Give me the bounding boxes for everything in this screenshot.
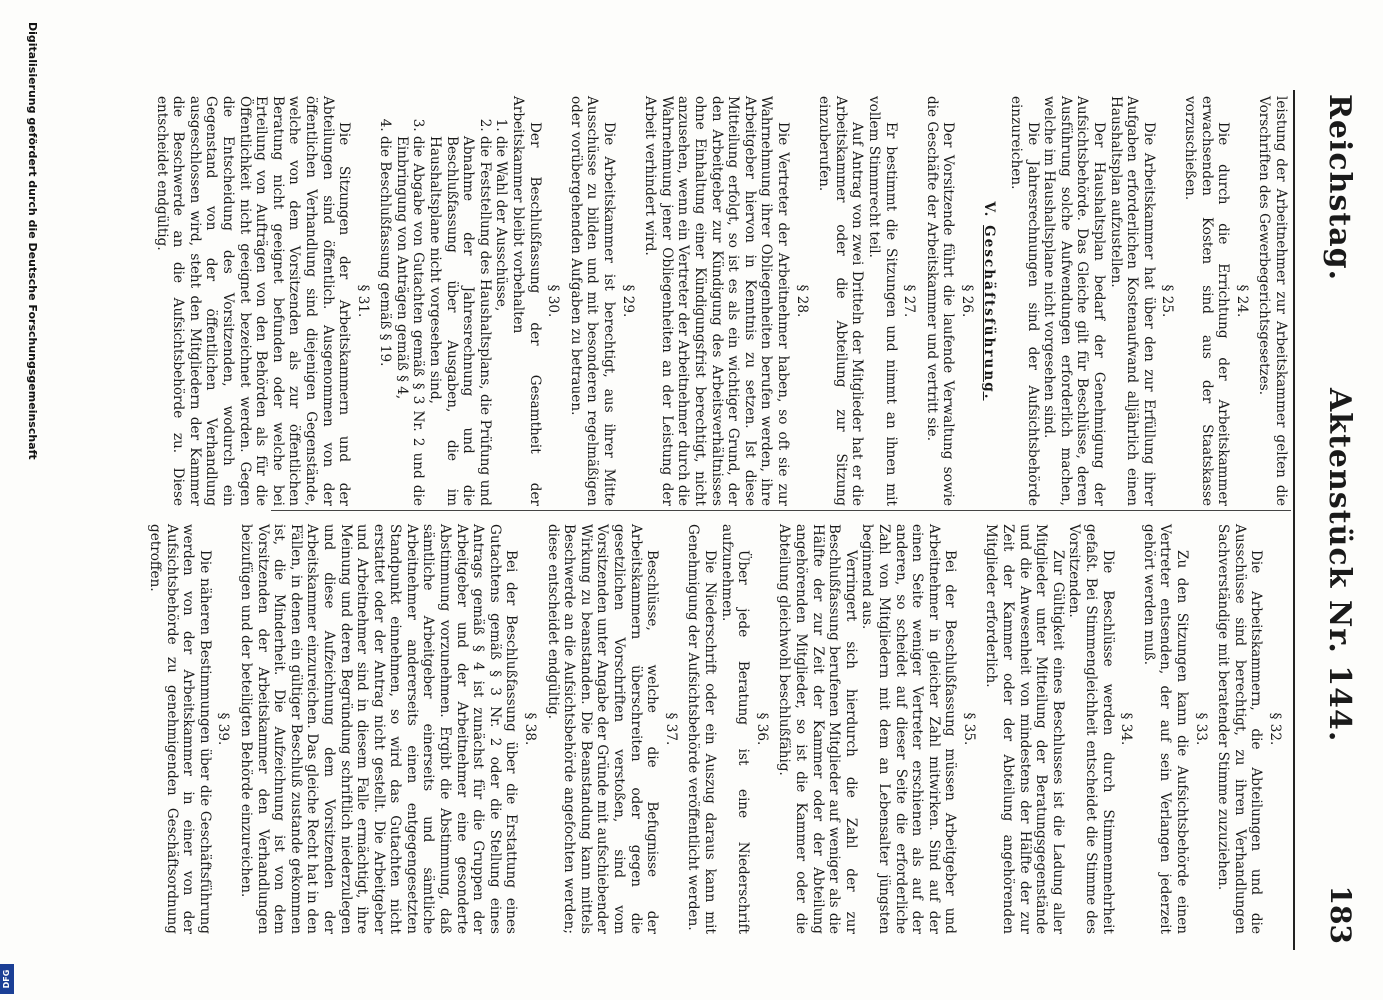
chapter-heading <box>981 96 998 506</box>
paragraph: Bei der Beschlußfassung über die Erstattung eines Gutachtens gemäß § 3 Nr. 2 oder die Stellung eines Antrags gemäß § 4 ist zunächst für die Gruppen der Arbeitgeber und der Arbeitnehmer eine gesonderte Abstimmung vorzunehmen. Ergibt die Abstimmung, daß sämtliche Arbeitgeber einerseits und sämtliche Arbeitnehmer andererseits einen entgegengesetzten Standpunkt einnehmen, so wird das Gutachten nicht erstattet oder der Antrag nicht gestellt. Die Arbeitgeber und Arbeitnehmer sind in diesem Falle ermächtigt, ihre Meinung und deren Begründung schriftlich niederzulegen und diese Aufzeichnung dem Vorsitzenden der Arbeitskammer einzureichen. Das gleiche Recht hat in den Fällen, in denen ein gültiger Beschluß zustande gekommen ist, die Minderheit. Die Aufzeichnung ist von dem Vorsitzenden der Arbeitskammer den Verhandlungen beizufügen und der beteiligten Behörde einzureichen. <box>237 524 520 934</box>
chapter-title: Geschäftsführung. <box>981 225 998 401</box>
paragraph: Die Arbeitskammer hat über den zur Erfüllung ihrer Aufgaben erforderlichen Kostenaufwand alljährlich einen Haushaltsplan aufzustellen. <box>1107 96 1157 506</box>
section-heading: § 37. <box>662 712 679 746</box>
paragraph: Die Vertreter der Arbeitnehmer haben, so oft sie zur Wahrnehmung ihrer Obliegenheiten berufen werden, ihre Arbeitgeber hiervon in Kenntnis zu setzen. Ist diese Mitteilung erfolgt, so ist es als ein wichtiger Grund, der den Arbeitgeber zur Kündigung des Arbeitsverhältnisses ohne Einhaltung einer Kündigungsfrist berechtigt, nicht anzusehen, wenn ein Vertreter der Arbeitnehmer durch die Wahrnehmung jener Obliegenheiten an der Leistung der Arbeit verhindert wird. <box>642 96 791 506</box>
list-item: 2. die Feststellung des Haushaltsplans, die Prüfung und Abnahme der Jahresrechnung und die Beschlußfassung über Ausgaben, die im Haushaltsplane nicht vorgesehen sind, <box>427 136 493 506</box>
funding-note: Digitalisierung gefördert durch die Deutsche Forschungsgemeinschaft <box>26 22 39 460</box>
left-column <box>153 96 1289 506</box>
paragraph: leistung der Arbeitnehmer zur Arbeitskammer gelten die Vorschriften des Gewerbegerichtsgesetzes. <box>1256 96 1289 506</box>
paragraph: Bei der Beschlußfassung müssen Arbeitgeber und Arbeitnehmer in gleicher Zahl mitwirken. Sind auf der einen Seite weniger Vertreter erschienen als auf der anderen, so scheidet auf dieser Seite die erforderliche Zahl von Mitgliedern mit dem an Lebensalter jüngsten beginnend aus. <box>859 524 959 934</box>
list-item: 1. die Wahl der Ausschüsse, <box>493 136 510 506</box>
section-heading: § 34. <box>1118 712 1135 746</box>
paragraph: Zu den Sitzungen kann die Aufsichtsbehörde einen Vertreter entsenden, der auf sein Verlangen jederzeit gehört werden muß. <box>1140 524 1191 934</box>
section-heading: § 27. <box>901 284 918 318</box>
section-heading: § 33. <box>1192 712 1209 746</box>
paragraph: Verringert sich hierdurch die Zahl der zur Beschlußfassung berufenen Mitglieder auf weniger als die Hälfte der zur Zeit der Kammer oder der Abteilung angehörenden Mitglieder, so ist die Kammer oder die Abteilung gleichwohl beschlußfähig. <box>776 524 859 934</box>
section-heading: § 30. <box>545 284 562 318</box>
page-header <box>1309 58 1365 948</box>
paragraph: Die Beschlüsse werden durch Stimmenmehrheit gefaßt. Bei Stimmengleichheit entscheidet die Stimme des Vorsitzenden. <box>1066 524 1116 934</box>
section-heading: § 31. <box>354 284 371 318</box>
paragraph: Er bestimmt die Sitzungen und nimmt an ihnen mit vollem Stimmrecht teil. <box>865 96 899 506</box>
dfg-logo <box>0 964 14 994</box>
paragraph: Der Haushaltsplan bedarf der Genehmigung der Aufsichtsbehörde. Das Gleiche gilt für Beschlüsse, deren Ausführung solche Aufwendungen erforderlich machen, welche im Haushaltsplane nicht vorgesehen sind. <box>1041 96 1108 506</box>
paragraph: Die durch die Errichtung der Arbeitskammer erwachsenden Kosten sind aus der Staatskasse vorzuschießen. <box>1182 96 1232 506</box>
section-heading: § 36. <box>753 712 770 746</box>
paragraph: Die Niederschrift oder ein Auszug daraus kann mit Genehmigung der Aufsichtsbehörde veröffentlicht werden. <box>685 524 718 934</box>
section-heading: § 39. <box>215 712 232 746</box>
section-heading: § 29. <box>619 284 636 318</box>
chapter-number: V. <box>981 201 998 219</box>
paragraph: Der Beschlußfassung der Gesamtheit der Arbeitskammer bleibt vorbehalten <box>510 96 543 506</box>
section-heading: § 24. <box>1233 284 1250 318</box>
header-left: Reichstag. <box>1322 94 1357 282</box>
section-heading: § 26. <box>958 284 975 318</box>
paragraph: Die Arbeitskammern, die Abteilungen und die Ausschüsse sind berechtigt, zu ihren Verhandlungen Sachverständige mit beratender Stimme zuzuziehen. <box>1215 524 1265 934</box>
section-heading: § 28. <box>793 284 810 318</box>
section-heading: § 38. <box>522 712 539 746</box>
paragraph: Auf Antrag von zwei Dritteln der Mitglieder hat er die Arbeitskammer oder die Abteilung zur Sitzung einzuberufen. <box>816 96 866 506</box>
list-item: 3. die Abgabe von Gutachten gemäß § 3 Nr. 2 und die Einbringung von Anträgen gemäß § 4, <box>393 136 426 506</box>
dfg-logo-text: DFG <box>2 969 11 989</box>
numbered-list <box>377 96 510 506</box>
page-number: 183 <box>1324 885 1357 944</box>
paragraph: Die näheren Bestimmungen über die Geschäftsführung werden von der Arbeitskammer in einer von der Aufsichtsbehörde zu genehmigenden Geschäftsordnung getroffen. <box>147 524 213 934</box>
paragraph: Über jede Beratung ist eine Niederschrift aufzunehmen. <box>718 524 752 934</box>
paragraph: Zur Gültigkeit eines Beschlusses ist die Ladung aller Mitglieder unter Mitteilung der Beratungsgegenstände und die Anwesenheit von mindestens der Hälfte der zur Zeit der Kammer oder der Abteilung angehörenden Mitglieder erforderlich. <box>983 524 1066 934</box>
right-column <box>146 524 1289 934</box>
paragraph: Die Sitzungen der Arbeitskammern und der Abteilungen sind öffentlich. Ausgenommen von der öffentlichen Verhandlung sind diejenigen Gegenstände, welche von dem Vorsitzenden als zur öffentlichen Beratung nicht geeignet befunden oder welche bei Erteilung von Aufträgen von den Behörden als für die Öffentlichkeit nicht geeignet bezeichnet werden. Gegen die Entscheidung des Vorsitzenden, wodurch ein Gegenstand von der öffentlichen Verhandlung ausgeschlossen wird, steht den Mitgliedern der Kammer die Beschwerde an die Aufsichtsbehörde zu. Diese entscheidet endgültig. <box>153 96 353 506</box>
list-item: 4. die Beschlußfassung gemäß § 19. <box>377 136 394 506</box>
header-rule <box>1293 90 1295 950</box>
section-heading: § 25. <box>1159 284 1176 318</box>
paragraph: Der Vorsitzende führt die laufende Verwaltung sowie die Geschäfte der Arbeitskammer und vertritt sie. <box>923 96 957 506</box>
header-center: Aktenstück Nr. 144. <box>1322 388 1357 743</box>
section-heading: § 32. <box>1267 712 1283 746</box>
section-heading: § 35. <box>960 712 977 746</box>
paragraph: Die Arbeitskammer ist berechtigt, aus ihrer Mitte Ausschüsse zu bilden und mit besonderen regelmäßigen oder vorübergehenden Aufgaben zu betrauen. <box>567 96 618 506</box>
paragraph: Die Jahresrechnungen sind der Aufsichtsbehörde einzureichen. <box>1008 96 1041 506</box>
column-divider <box>271 510 1291 511</box>
paragraph: Beschlüsse, welche die Befugnisse der Arbeitskammern überschreiten oder gegen die gesetzlichen Vorschriften verstoßen, sind vom Vorsitzenden unter Angabe der Gründe mit aufschiebender Wirkung zu beanstanden. Die Beanstandung kann mittels Beschwerde an die Aufsichtsbehörde angefochten werden; diese entscheidet endgültig. <box>544 524 661 934</box>
